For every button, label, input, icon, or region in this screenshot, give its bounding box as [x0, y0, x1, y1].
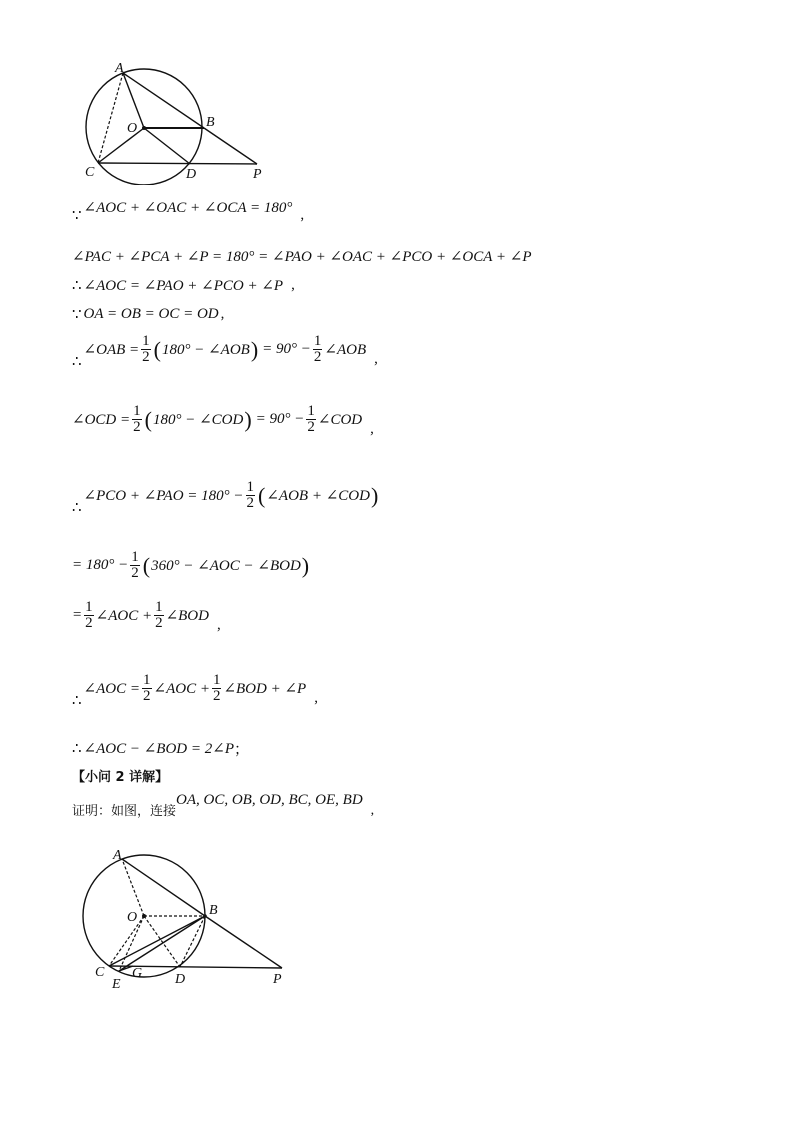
step-6-end: ,: [370, 421, 374, 437]
label-A: A: [115, 61, 124, 76]
step-10-b: ∠BOD + ∠P: [223, 681, 307, 697]
step-1: [72, 198, 305, 224]
label-B: B: [209, 903, 218, 918]
step-7-lhs: ∠PCO + ∠PAO = 180° −: [83, 488, 244, 504]
segment-BP: [205, 916, 282, 968]
step-5-tail: ∠AOB: [324, 342, 367, 358]
label-P: P: [253, 167, 262, 182]
segment-BP: [204, 128, 257, 164]
point-O: [142, 914, 146, 918]
label-E: E: [112, 977, 121, 992]
label-C: C: [85, 165, 95, 180]
fraction-half: $\frac{1}{2}$: [307, 403, 315, 435]
step-5-lhs: ∠OAB =: [83, 342, 140, 358]
step-6: ∠OCD = $\frac{1}{2}$ ( 180° − ∠COD ) = 90° − $\frac{1}{2}$ ∠COD ,: [72, 403, 374, 437]
therefore-symbol: ∴: [72, 500, 82, 516]
step-3-expr: ∠AOC = ∠PAO + ∠PCO + ∠P: [83, 278, 284, 294]
fraction-half: $\frac{1}{2}$: [131, 549, 139, 581]
step-6-paren: 180° − ∠COD: [152, 412, 244, 428]
geometry-figure-1: [75, 60, 275, 185]
point-B: [203, 914, 207, 918]
step-7: ∴ ∠PCO + ∠PAO = 180° − $\frac{1}{2}$ ( ∠AOB + ∠COD ): [72, 479, 379, 516]
fraction-half: $\frac{1}{2}$: [133, 403, 141, 435]
step-8-paren: 360° − ∠AOC − ∠BOD: [151, 558, 301, 574]
step-11-end: ；: [234, 742, 250, 758]
label-O: O: [127, 121, 138, 136]
step-9-b: ∠BOD: [165, 608, 209, 624]
step-1-end: ,: [300, 207, 305, 223]
step-3-end: ,: [291, 277, 295, 293]
step-2-expr: ∠PAC + ∠PCA + ∠P = 180° = ∠PAO + ∠OAC + ∠PCO + ∠OCA + ∠P: [72, 249, 532, 265]
step-4-expr: OA = OB = OC = OD: [83, 306, 219, 322]
label-C: C: [95, 965, 105, 980]
proof-expr: OA, OC, OB, OD, BC, OE, BD: [176, 792, 363, 808]
step-11: [72, 738, 249, 759]
step-4-end: ,: [220, 306, 225, 322]
segment-CP: [98, 163, 257, 164]
step-6-mid: = 90° −: [255, 411, 305, 427]
segment-BC: [109, 916, 205, 966]
label-D: D: [175, 972, 186, 987]
label-A: A: [113, 848, 122, 863]
label-D: D: [186, 167, 197, 182]
step-9: [72, 600, 221, 631]
therefore-symbol: ∴: [72, 693, 82, 709]
label-B: B: [206, 115, 215, 130]
step-10-lhs: ∠AOC =: [83, 681, 140, 697]
step-1-expr: ∠AOC + ∠OAC + ∠OCA = 180°: [83, 200, 293, 216]
step-10-end: ,: [314, 690, 318, 706]
step-9-end: ,: [216, 617, 221, 633]
therefore-symbol: ∴: [72, 741, 82, 757]
step-6-lhs: ∠OCD =: [72, 412, 131, 428]
step-11-expr: ∠AOC − ∠BOD = 2∠P: [83, 741, 234, 757]
segment-OA-dashed: [122, 859, 144, 916]
proof-end: ,: [370, 803, 375, 818]
subquestion-2-heading: 【小问 2 详解】: [72, 770, 169, 785]
step-10-a: ∠AOC +: [153, 681, 210, 697]
fraction-half: $\frac{1}{2}$: [313, 333, 322, 365]
segment-OD: [144, 128, 190, 164]
label-G: G: [132, 966, 143, 981]
fraction-half: $\frac{1}{2}$: [155, 599, 163, 631]
segment-OD-dashed: [144, 916, 180, 967]
step-3: [72, 276, 295, 295]
because-symbol: ∵: [72, 307, 82, 323]
geometry-figure-2: [75, 843, 295, 993]
fraction-half: $\frac{1}{2}$: [143, 672, 151, 704]
step-7-paren: ∠AOB + ∠COD: [266, 488, 370, 504]
point-O: [142, 126, 146, 130]
step-9-a: ∠AOC +: [95, 608, 153, 624]
step-8: = 180° − $\frac{1}{2}$ ( 360° − ∠AOC − ∠BOD ): [72, 549, 310, 581]
fraction-half: $\frac{1}{2}$: [142, 333, 150, 365]
step-6-tail: ∠COD: [317, 412, 363, 428]
step-5: ∴ ∠OAB = $\frac{1}{2}$ ( 180° − ∠AOB ) = 90° − $\frac{1}{2}$ ∠AOB ,: [72, 333, 378, 370]
step-10: [72, 672, 318, 709]
proof-intro: [72, 792, 375, 819]
step-2: [72, 247, 532, 266]
step-5-end: ,: [374, 351, 378, 367]
fraction-half: $\frac{1}{2}$: [246, 479, 255, 511]
label-P: P: [273, 972, 282, 987]
segment-AO: [123, 73, 144, 128]
fraction-half: $\frac{1}{2}$: [85, 599, 93, 631]
because-symbol: ∵: [72, 208, 82, 224]
step-5-paren: 180° − ∠AOB: [161, 342, 250, 358]
step-9-lhs: =: [72, 607, 83, 623]
segment-AB: [123, 73, 204, 128]
label-O: O: [127, 910, 138, 925]
therefore-symbol: ∴: [72, 278, 82, 294]
fraction-half: $\frac{1}{2}$: [212, 672, 221, 704]
step-4: [72, 305, 224, 324]
segment-AB: [122, 859, 205, 916]
step-5-mid: = 90° −: [262, 341, 311, 357]
therefore-symbol: ∴: [72, 354, 82, 370]
step-8-lhs: = 180° −: [72, 557, 129, 573]
proof-text: 证明：如图，连接: [72, 804, 177, 819]
